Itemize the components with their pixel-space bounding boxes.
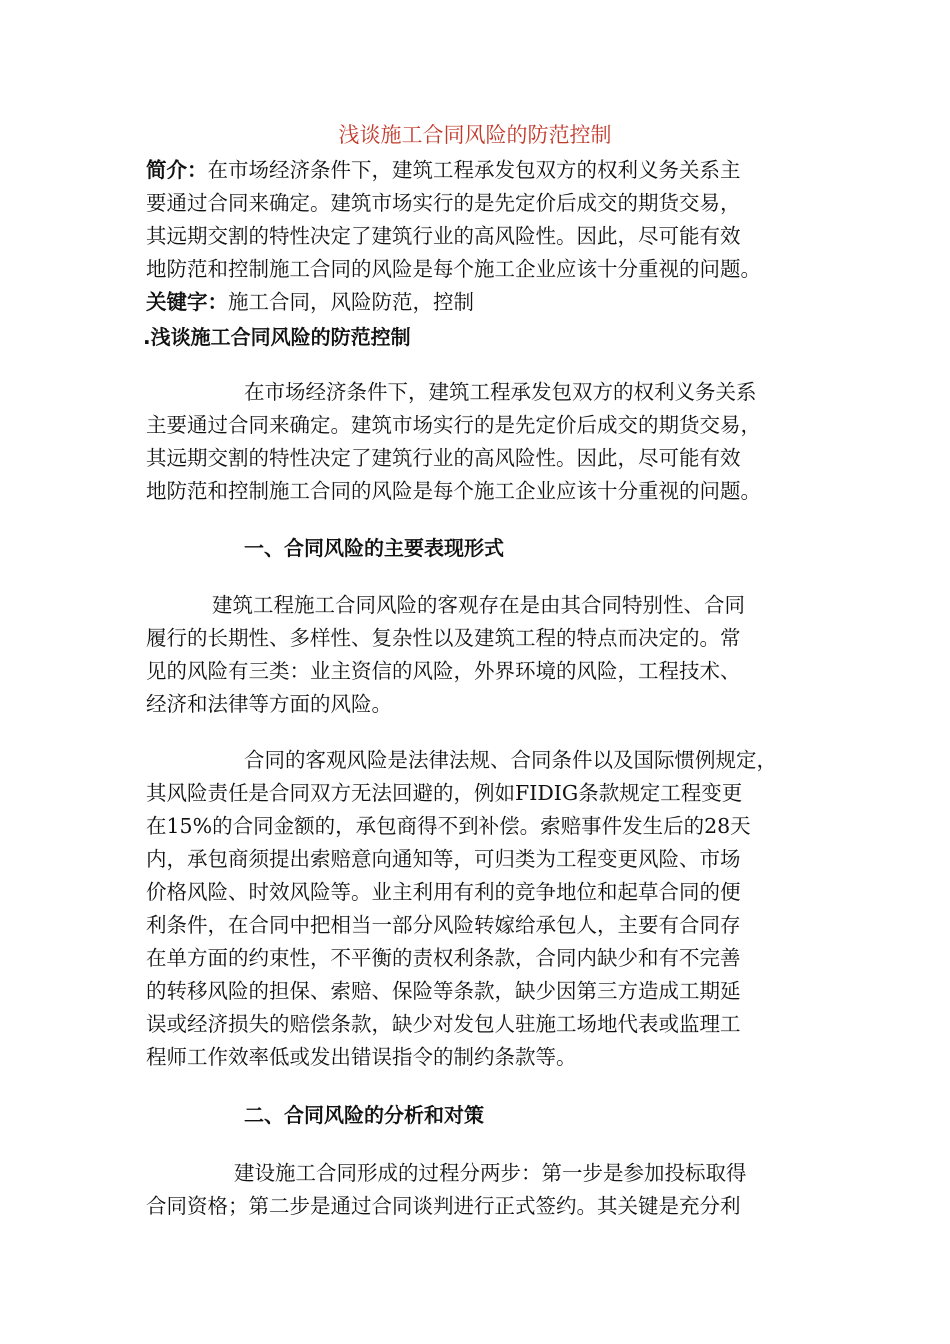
para1-line: 在市场经济条件下，建筑工程承发包双方的权利义务关系 (244, 380, 757, 404)
para2-line: 经济和法律等方面的风险。 (146, 692, 392, 716)
subtitle-heading: .浅谈施工合同风险的防范控制 (143, 325, 411, 349)
para3-line: 的转移风险的担保、索赔、保险等条款，缺少因第三方造成工期延 (146, 979, 741, 1003)
abstract-line: 其远期交割的特性决定了建筑行业的高风险性。因此，尽可能有效 (146, 224, 741, 248)
para3-line: 利条件，在合同中把相当一部分风险转嫁给承包人，主要有合同存 (146, 913, 741, 937)
para2-line: 见的风险有三类：业主资信的风险，外界环境的风险，工程技术、 (146, 659, 741, 683)
para2-line: 履行的长期性、多样性、复杂性以及建筑工程的特点而决定的。常 (146, 626, 741, 650)
para3-line: 内，承包商须提出索赔意向通知等，可归类为工程变更风险、市场 (146, 847, 741, 871)
para3-line: 价格风险、时效风险等。业主利用有利的竞争地位和起草合同的便 (146, 880, 741, 904)
para3-line: 程师工作效率低或发出错误指令的制约条款等。 (146, 1045, 577, 1069)
abstract-label: 简介： (146, 158, 208, 182)
para3-line: 合同的客观风险是法律法规、合同条件以及国际惯例规定， (244, 748, 777, 772)
para3-line: 在15%的合同金额的，承包商得不到补偿。索赔事件发生后的28天 (146, 814, 751, 838)
para2-line: 建筑工程施工合同风险的客观存在是由其合同特别性、合同 (212, 593, 745, 617)
para1-line: 地防范和控制施工合同的风险是每个施工企业应该十分重视的问题。 (146, 479, 761, 503)
section1-heading: 一、合同风险的主要表现形式 (244, 536, 504, 560)
keywords-label: 关键字： (146, 290, 228, 314)
para4-line: 合同资格；第二步是通过合同谈判进行正式签约。其关键是充分利 (146, 1194, 741, 1218)
para4-line: 建设施工合同形成的过程分两步：第一步是参加投标取得 (234, 1161, 747, 1185)
document-title: 浅谈施工合同风险的防范控制 (338, 123, 612, 147)
keywords-line (146, 286, 816, 319)
para1-line: 主要通过合同来确定。建筑市场实行的是先定价后成交的期货交易， (146, 413, 761, 437)
abstract-text: 在市场经济条件下，建筑工程承发包双方的权利义务关系主 (207, 158, 741, 182)
abstract-line: 要通过合同来确定。建筑市场实行的是先定价后成交的期货交易， (146, 191, 741, 215)
para3-line: 误或经济损失的赔偿条款，缺少对发包人驻施工场地代表或监理工 (146, 1012, 741, 1036)
para1-line: 其远期交割的特性决定了建筑行业的高风险性。因此，尽可能有效 (146, 446, 741, 470)
para3-line: 其风险责任是合同双方无法回避的，例如FIDIG条款规定工程变更 (146, 781, 743, 805)
abstract-line (146, 154, 816, 187)
para3-line: 在单方面的约束性，不平衡的责权利条款，合同内缺少和有不完善 (146, 946, 741, 970)
section2-heading: 二、合同风险的分析和对策 (244, 1103, 484, 1127)
keywords-text: 施工合同，风险防范，控制 (228, 290, 474, 314)
abstract-line: 地防范和控制施工合同的风险是每个施工企业应该十分重视的问题。 (146, 257, 761, 281)
